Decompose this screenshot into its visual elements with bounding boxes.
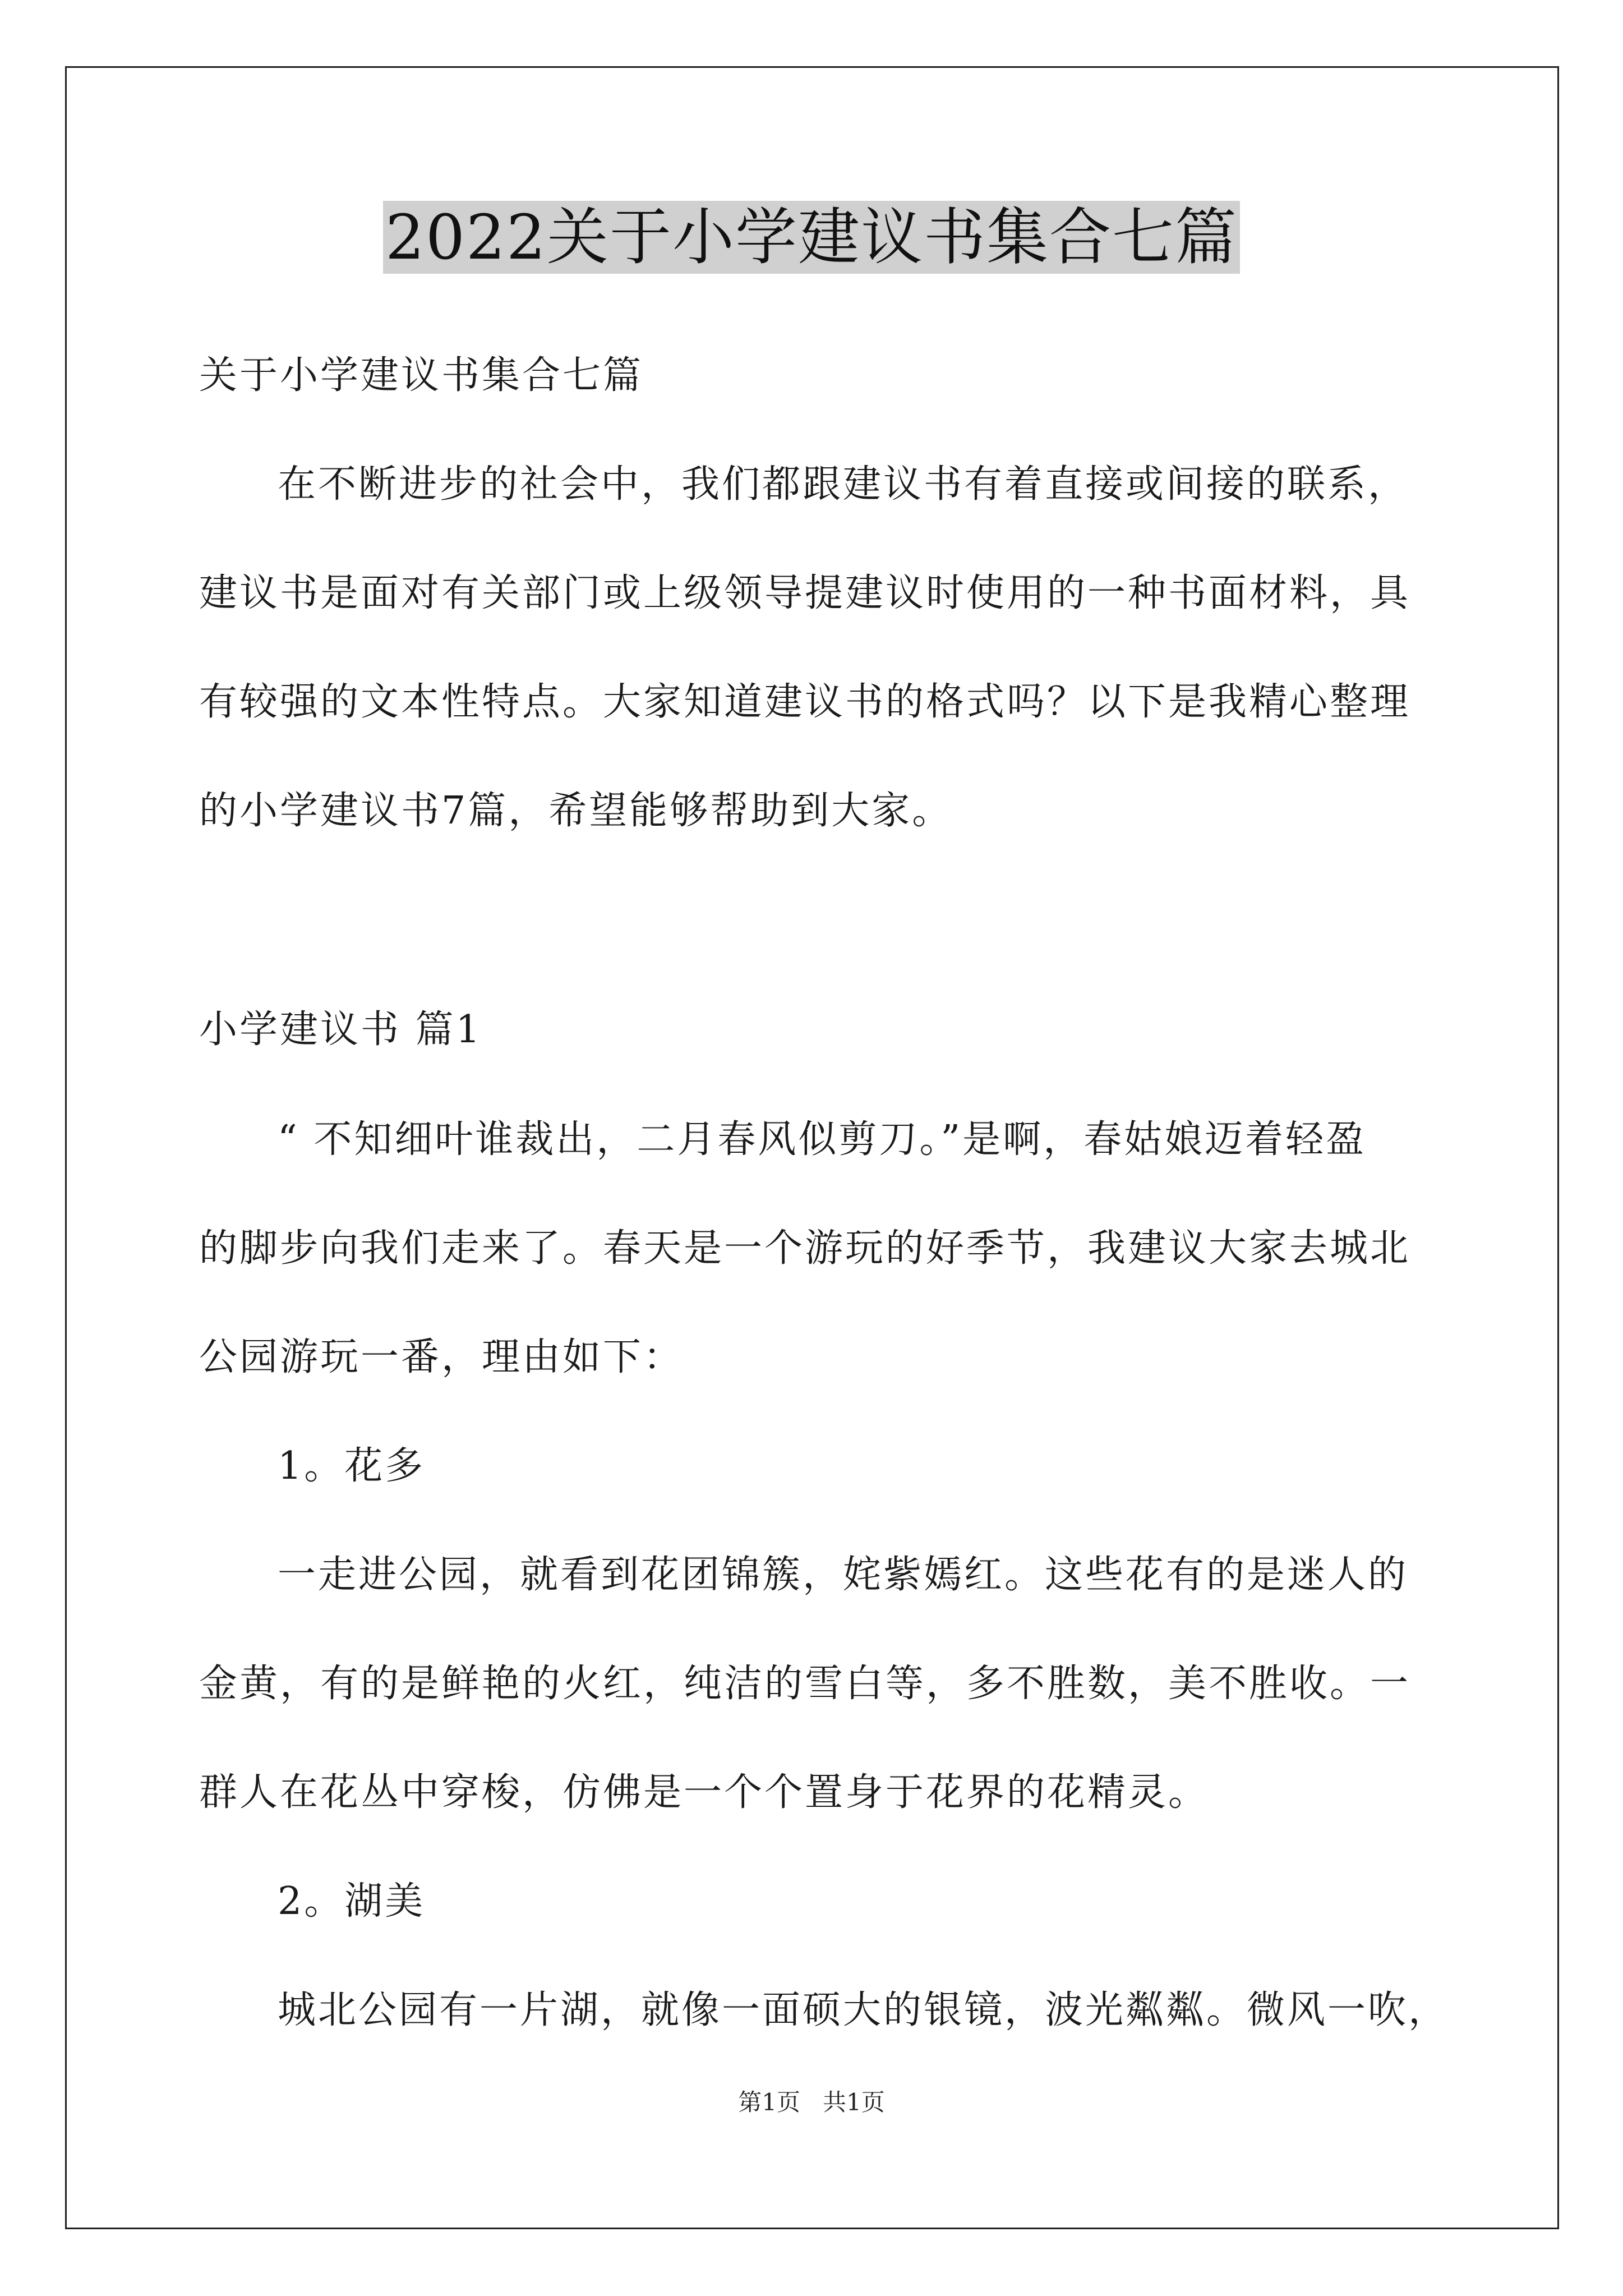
point1-line-3: 群人在花丛中穿梭，仿佛是一个个置身于花界的花精灵。 <box>199 1770 1209 1815</box>
section-heading: 小学建议书 篇1 <box>199 1007 482 1052</box>
section1-line-2: 的脚步向我们走来了。春天是一个游玩的好季节，我建议大家去城北 <box>199 1226 1411 1271</box>
document-subtitle: 关于小学建议书集合七篇 <box>199 353 644 398</box>
point1-heading: 1。花多 <box>278 1444 426 1488</box>
section1-line-3: 公园游玩一番，理由如下： <box>199 1335 684 1379</box>
title-container <box>0 201 1623 274</box>
intro-line-2: 建议书是面对有关部门或上级领导提建议时使用的一种书面材料，具 <box>199 571 1411 615</box>
point1-line-1: 一走进公园，就看到花团锦簇，姹紫嫣红。这些花有的是迷人的 <box>278 1553 1409 1597</box>
point2-line-1: 城北公园有一片湖，就像一面硕大的银镜，波光粼粼。微风一吹， <box>278 1988 1449 2032</box>
intro-line-4: 的小学建议书7篇，希望能够帮助到大家。 <box>199 789 953 833</box>
page-footer: 第1页 共1页 <box>738 2088 885 2116</box>
intro-line-1: 在不断进步的社会中，我们都跟建议书有着直接或间接的联系， <box>278 462 1409 507</box>
point1-line-2: 金黄，有的是鲜艳的火红，纯洁的雪白等，多不胜数，美不胜收。一 <box>199 1662 1411 1706</box>
intro-line-3: 有较强的文本性特点。大家知道建议书的格式吗？以下是我精心整理 <box>199 680 1411 724</box>
document-title: 2022关于小学建议书集合七篇 <box>383 201 1240 274</box>
section1-line-1: “ 不知细叶谁裁出，二月春风似剪刀。”是啊，春姑娘迈着轻盈 <box>278 1117 1367 1162</box>
point2-heading: 2。湖美 <box>278 1879 426 1924</box>
